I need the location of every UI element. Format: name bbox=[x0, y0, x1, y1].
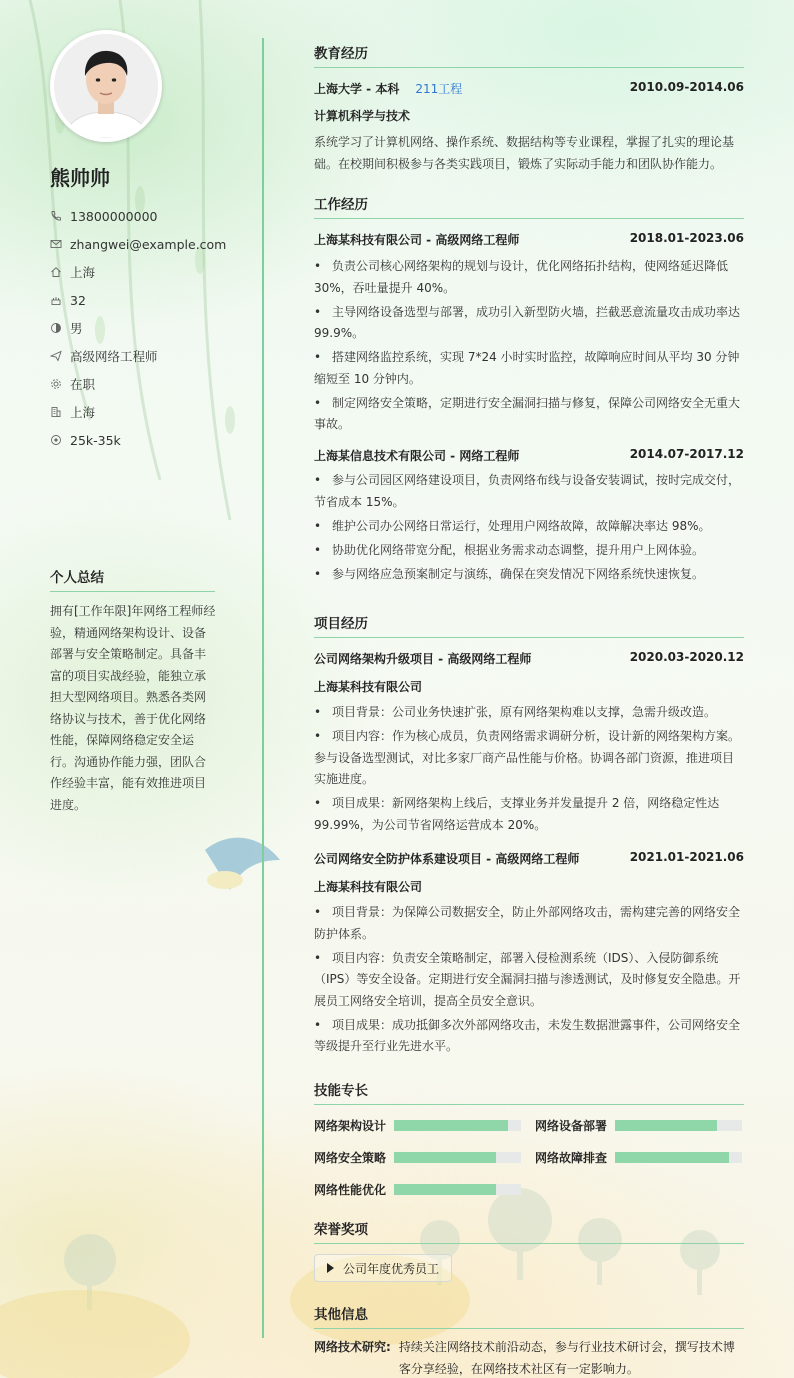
list-item: • 项目成果：成功抵御多次外部网络攻击，未发生数据泄露事件，公司网络安全等级提升至行业先进水平。 bbox=[314, 1015, 744, 1058]
info-text: 32 bbox=[70, 292, 86, 308]
job-header bbox=[314, 231, 744, 248]
education-school: 上海大学 - 本科 bbox=[314, 82, 400, 96]
skill-bar-fill bbox=[394, 1152, 496, 1163]
project-header bbox=[314, 850, 744, 867]
skill-bar-fill bbox=[615, 1120, 717, 1131]
job-date: 2018.01-2023.06 bbox=[629, 231, 744, 245]
list-item: • 参与公司园区网络建设项目，负责网络布线与设备安装调试，按时完成交付，节省成本 15%。 bbox=[314, 470, 744, 513]
list-item: • 参与网络应急预案制定与演练，确保在突发情况下网络系统快速恢复。 bbox=[314, 564, 744, 586]
mail-icon bbox=[50, 238, 62, 250]
list-item: • 负责公司核心网络架构的规划与设计，优化网络拓扑结构，使网络延迟降低30%，吞吐量提升 40%。 bbox=[314, 256, 744, 299]
projects-heading: 项目经历 bbox=[314, 612, 744, 638]
other-value: 持续关注网络技术前沿动态，参与行业技术研讨会，撰写技术博客分享经验，在网络技术社区有一定影响力。 bbox=[398, 1340, 735, 1376]
job-header bbox=[314, 447, 744, 464]
project-items-list bbox=[314, 702, 744, 839]
info-salary bbox=[50, 426, 250, 454]
list-item: • 协助优化网络带宽分配，根据业务需求动态调整，提升用户上网体验。 bbox=[314, 540, 744, 562]
info-phone bbox=[50, 202, 250, 230]
skills-heading: 技能专长 bbox=[314, 1079, 744, 1105]
info-age bbox=[50, 286, 250, 314]
skill-name: 网络故障排查 bbox=[535, 1151, 608, 1165]
education-row bbox=[314, 80, 744, 97]
honors-heading: 荣誉奖项 bbox=[314, 1218, 744, 1244]
info-text: 高级网络工程师 bbox=[70, 349, 158, 364]
skill-name: 网络架构设计 bbox=[314, 1119, 387, 1133]
play-triangle-icon bbox=[327, 1263, 334, 1273]
project-date: 2021.01-2021.06 bbox=[629, 850, 744, 864]
skill-bar-fill bbox=[394, 1120, 508, 1131]
summary-text: 拥有[工作年限]年网络工程师经验，精通网络架构设计、设备部署与安全策略制定。具备丰富的项目实战经验，能独立承担大型网络项目。熟悉各类网络协议与技术，善于优化网络性能，保障网络稳定安全运行。沟通协作能力强，团队合作经验丰富，能有效推进项目进度。 bbox=[50, 604, 216, 812]
project-company: 上海某科技有限公司 bbox=[314, 880, 423, 894]
list-item: • 项目内容：作为核心成员，负责网络需求调研分析，设计新的网络架构方案。参与设备选型测试，对比多家厂商产品性能与价格。协调各部门资源，推进项目实施进度。 bbox=[314, 726, 744, 791]
summary-heading: 个人总结 bbox=[50, 566, 215, 592]
skill-bar bbox=[615, 1120, 742, 1131]
age-icon bbox=[50, 294, 62, 306]
project-date: 2020.03-2020.12 bbox=[629, 650, 744, 664]
project-items-list bbox=[314, 902, 744, 1060]
skill-item bbox=[314, 1181, 521, 1198]
skill-item bbox=[535, 1117, 742, 1134]
salary-icon bbox=[50, 434, 62, 446]
skill-item bbox=[314, 1117, 521, 1134]
list-item: • 项目背景：为保障公司数据安全，防止外部网络攻击，需构建完善的网络安全防护体系。 bbox=[314, 902, 744, 945]
work-heading: 工作经历 bbox=[314, 193, 744, 219]
info-text: 男 bbox=[70, 321, 83, 336]
skill-bar-fill bbox=[394, 1184, 496, 1195]
education-date: 2010.09-2014.06 bbox=[629, 80, 744, 94]
send-icon bbox=[50, 350, 62, 362]
list-item: • 搭建网络监控系统，实现 7*24 小时实时监控，故障响应时间从平均 30 分钟缩短至 10 分钟内。 bbox=[314, 347, 744, 390]
info-location bbox=[50, 258, 250, 286]
job-date: 2014.07-2017.12 bbox=[629, 447, 744, 461]
info-text: 25k-35k bbox=[70, 432, 121, 448]
skill-bar-fill bbox=[615, 1152, 729, 1163]
award-badge bbox=[314, 1254, 452, 1282]
skill-name: 网络性能优化 bbox=[314, 1183, 387, 1197]
skill-bar bbox=[394, 1120, 521, 1131]
skill-bar bbox=[615, 1152, 742, 1163]
info-text: 在职 bbox=[70, 377, 96, 392]
info-text: 上海 bbox=[70, 405, 96, 420]
gear-icon bbox=[50, 378, 62, 390]
skill-item bbox=[535, 1149, 742, 1166]
info-gender bbox=[50, 314, 250, 342]
list-item: • 项目成果：新网络架构上线后，支撑业务并发量提升 2 倍，网络稳定性达99.99%，为公司节省网络运营成本 20%。 bbox=[314, 793, 744, 836]
skill-name: 网络设备部署 bbox=[535, 1119, 608, 1133]
info-email bbox=[50, 230, 250, 258]
education-school-group bbox=[314, 80, 462, 97]
list-item: • 项目背景：公司业务快速扩张，原有网络架构难以支撑，急需升级改造。 bbox=[314, 702, 744, 724]
person-portrait-icon bbox=[54, 34, 158, 138]
skill-name: 网络安全策略 bbox=[314, 1151, 387, 1165]
list-item: • 主导网络设备选型与部署，成功引入新型防火墙，拦截恶意流量攻击成功率达99.9%。 bbox=[314, 302, 744, 345]
education-tag: 211工程 bbox=[415, 82, 463, 96]
job-duties-list bbox=[314, 256, 744, 438]
other-heading: 其他信息 bbox=[314, 1303, 744, 1329]
avatar bbox=[50, 30, 162, 142]
info-city bbox=[50, 398, 250, 426]
education-heading: 教育经历 bbox=[314, 42, 744, 68]
other-info-row bbox=[314, 1337, 744, 1378]
list-item: • 维护公司办公网络日常运行，处理用户网络故障，故障解决率达 98%。 bbox=[314, 516, 744, 538]
skill-bar bbox=[394, 1152, 521, 1163]
info-text: 上海 bbox=[70, 265, 96, 280]
candidate-name: 熊帅帅 bbox=[50, 166, 110, 190]
job-duties-list bbox=[314, 470, 744, 588]
other-key: 网络技术研究: bbox=[314, 1340, 391, 1354]
building-icon bbox=[50, 406, 62, 418]
list-item: • 项目内容：负责安全策略制定，部署入侵检测系统（IDS）、入侵防御系统（IPS）等安全设备。定期进行安全漏洞扫描与渗透测试，及时修复安全隐患。开展员工网络安全培训，提高全员安全意识。 bbox=[314, 948, 744, 1013]
info-text: 13800000000 bbox=[70, 208, 158, 224]
project-company: 上海某科技有限公司 bbox=[314, 680, 423, 694]
home-icon bbox=[50, 266, 62, 278]
education-desc: 系统学习了计算机网络、操作系统、数据结构等专业课程，掌握了扎实的理论基础。在校期间积极参与各类实践项目，锻炼了实际动手能力和团队协作能力。 bbox=[314, 135, 735, 171]
column-divider bbox=[262, 38, 264, 1338]
project-title: 公司网络架构升级项目 - 高级网络工程师 bbox=[314, 652, 532, 666]
award-name: 公司年度优秀员工 bbox=[343, 1261, 440, 1276]
info-position bbox=[50, 342, 250, 370]
contact-info-list bbox=[50, 202, 250, 454]
project-title: 公司网络安全防护体系建设项目 - 高级网络工程师 bbox=[314, 852, 580, 866]
job-title: 上海某信息技术有限公司 - 网络工程师 bbox=[314, 449, 520, 463]
phone-icon bbox=[50, 210, 62, 222]
skill-bar bbox=[394, 1184, 521, 1195]
project-header bbox=[314, 650, 744, 667]
list-item: • 制定网络安全策略，定期进行安全漏洞扫描与修复，保障公司网络安全无重大事故。 bbox=[314, 393, 744, 436]
info-status bbox=[50, 370, 250, 398]
gender-icon bbox=[50, 322, 62, 334]
job-title: 上海某科技有限公司 - 高级网络工程师 bbox=[314, 233, 520, 247]
skill-item bbox=[314, 1149, 521, 1166]
info-text: zhangwei@example.com bbox=[70, 236, 227, 252]
education-major: 计算机科学与技术 bbox=[314, 109, 411, 123]
